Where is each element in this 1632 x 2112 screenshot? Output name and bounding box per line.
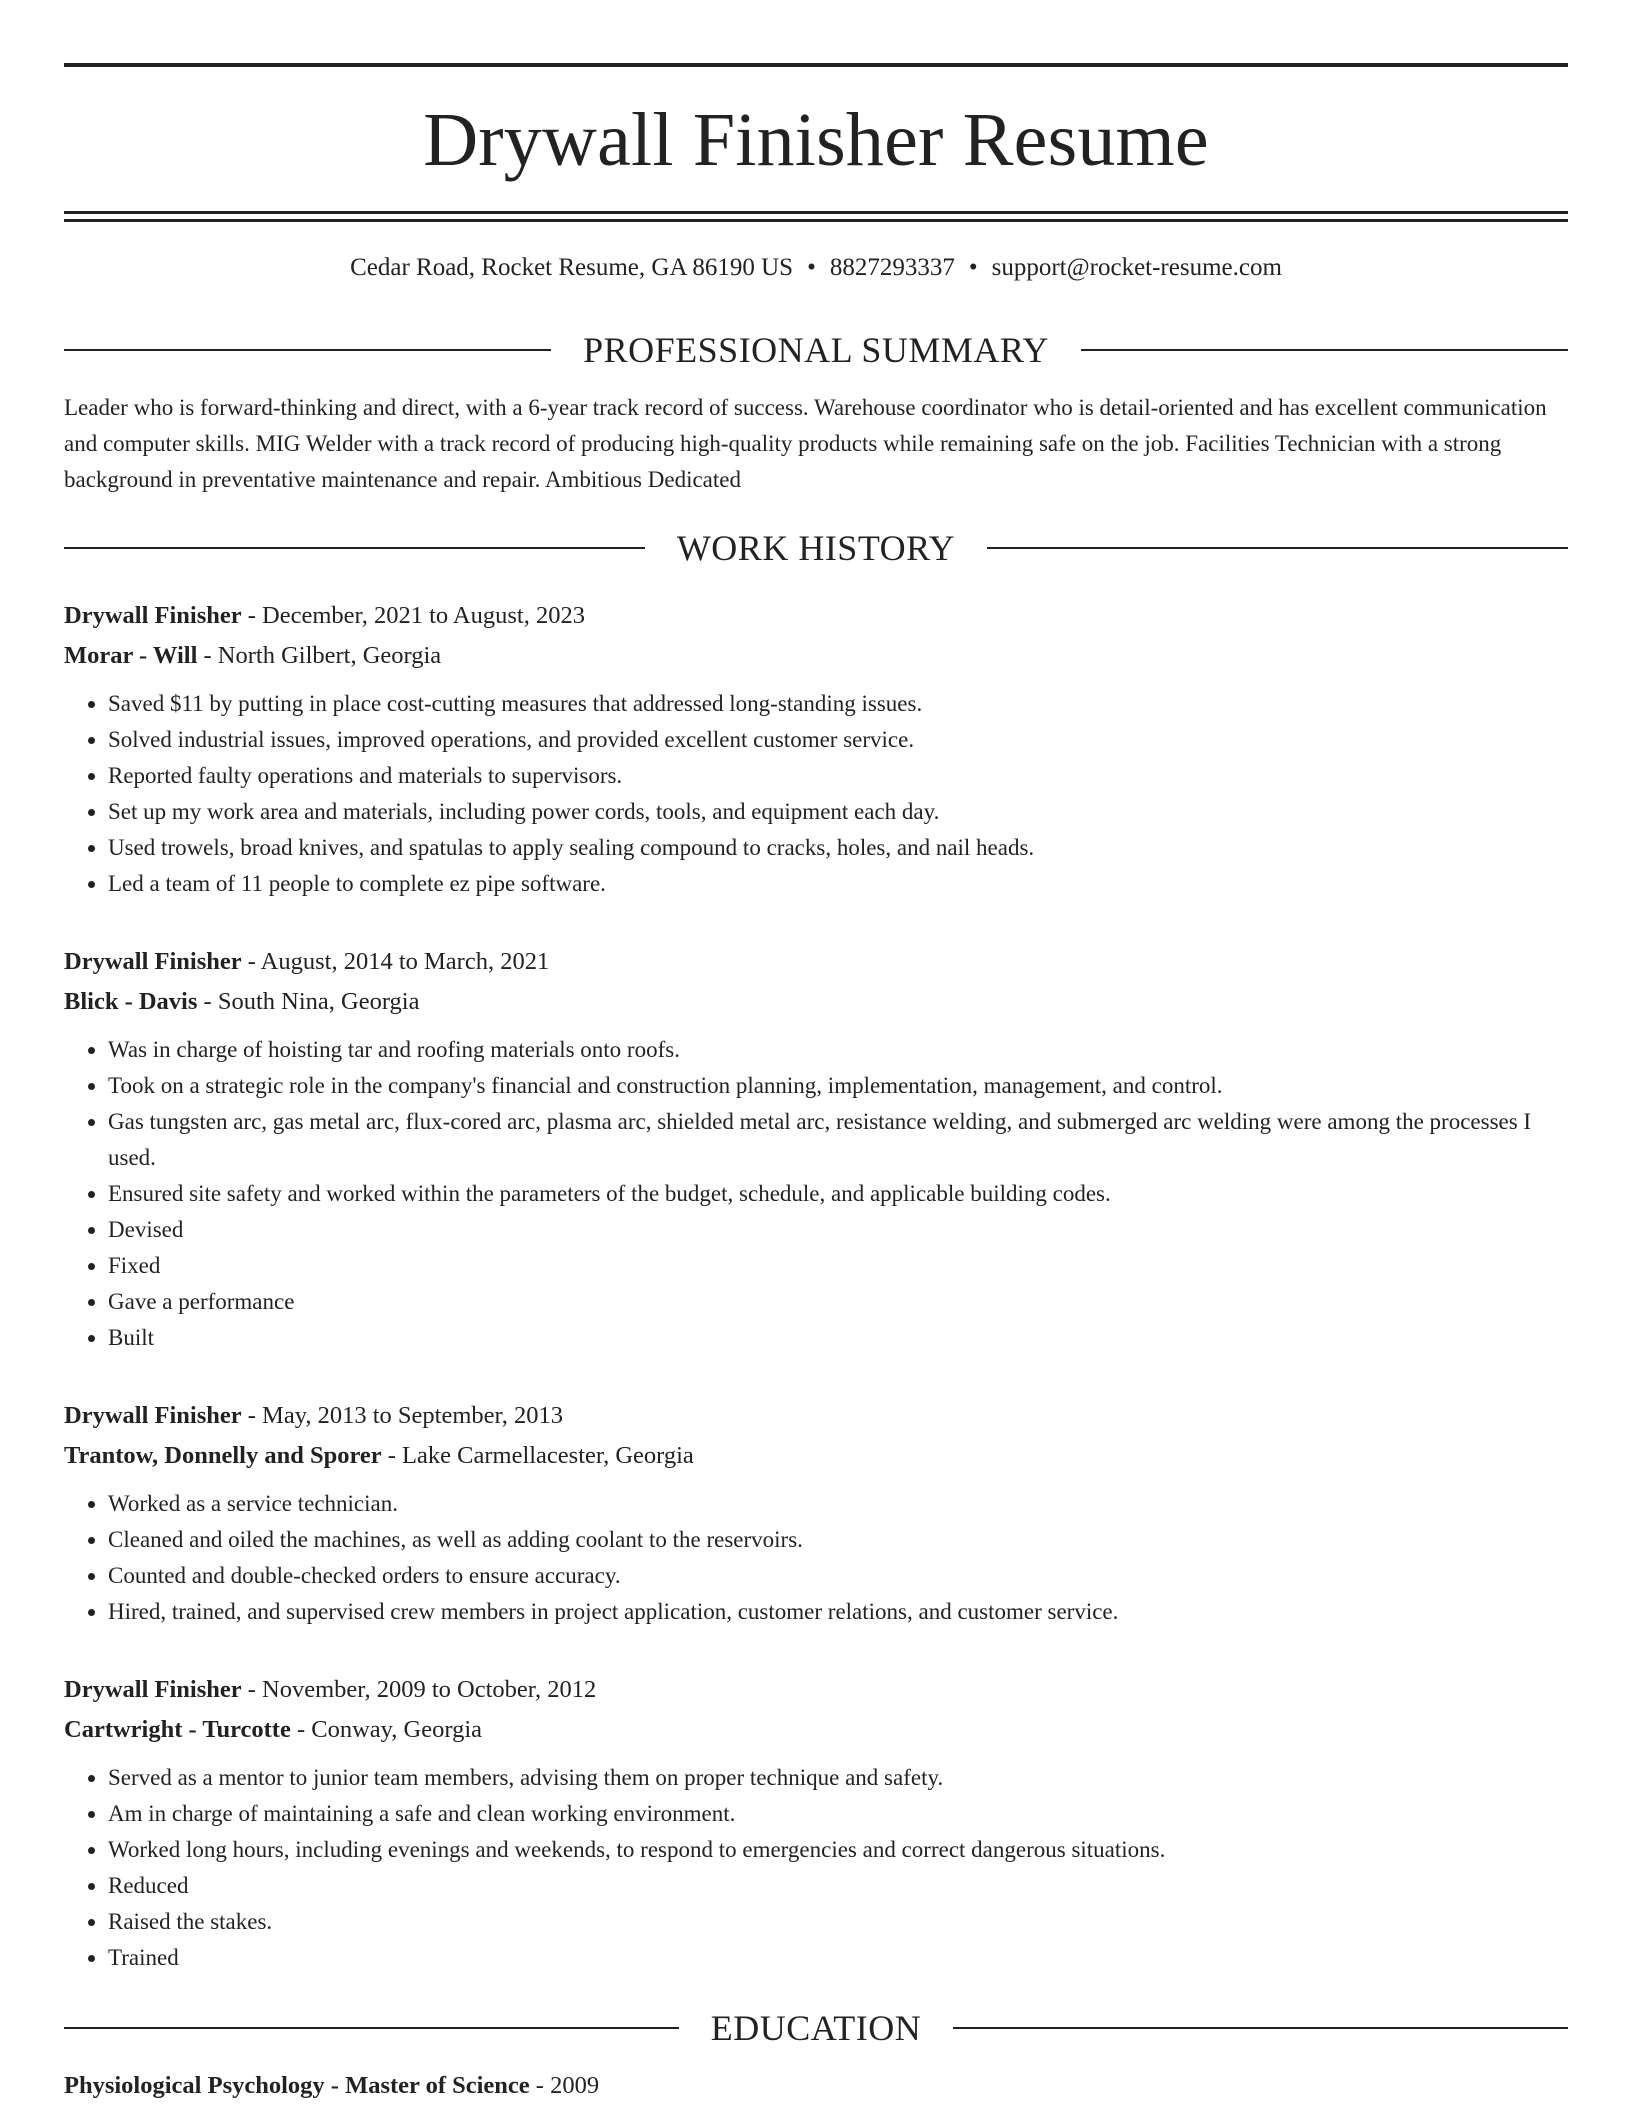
list-item: • Led a team of 11 people to complete ez pipe software. (108, 866, 1568, 902)
list-item: • Worked long hours, including evenings and weekends, to respond to emergencies and correct dangerous situations. (108, 1832, 1568, 1868)
job-title: Drywall Finisher (64, 1676, 242, 1703)
list-item: • Raised the stakes. (108, 1904, 1568, 1940)
job-title-line (64, 596, 1568, 636)
education-entry (64, 2066, 1568, 2106)
page-title: Drywall Finisher Resume (423, 98, 1209, 182)
heading-rule (953, 2027, 1568, 2029)
contact-separator: • (807, 254, 816, 281)
section-heading-summary (64, 328, 1568, 372)
job-title: Drywall Finisher (64, 948, 242, 975)
job-company: Morar - Will (64, 642, 198, 669)
job-entry (64, 1396, 1568, 1630)
section-heading-work (64, 526, 1568, 570)
job-company-line (64, 982, 1568, 1022)
job-location: - South Nina, Georgia (197, 988, 420, 1015)
section-title: EDUCATION (710, 2008, 922, 2048)
list-item: • Gave a performance (108, 1284, 1568, 1320)
list-item: • Devised (108, 1212, 1568, 1248)
job-location: - Conway, Georgia (290, 1716, 483, 1743)
job-dates: - May, 2013 to September, 2013 (241, 1402, 563, 1429)
job-dates: - November, 2009 to October, 2012 (241, 1676, 597, 1703)
job-bullets (64, 1760, 1568, 1976)
list-item: • Reported faulty operations and materials to supervisors. (108, 758, 1568, 794)
job-entry (64, 942, 1568, 1356)
work-history-list (64, 596, 1568, 1976)
resume-page (64, 0, 1568, 2106)
job-bullets (64, 1032, 1568, 1356)
job-bullets (64, 686, 1568, 902)
list-item: • Hired, trained, and supervised crew members in project application, customer relations, and customer service. (108, 1594, 1568, 1630)
list-item: • Saved $11 by putting in place cost-cutting measures that addressed long-standing issues. (108, 686, 1568, 722)
list-item: • Set up my work area and materials, including power cords, tools, and equipment each day. (108, 794, 1568, 830)
job-entry (64, 596, 1568, 902)
heading-rule (1081, 349, 1568, 351)
list-item: • Trained (108, 1940, 1568, 1976)
job-title: Drywall Finisher (64, 602, 242, 629)
list-item: • Was in charge of hoisting tar and roofing materials onto roofs. (108, 1032, 1568, 1068)
list-item: • Gas tungsten arc, gas metal arc, flux-cored arc, plasma arc, shielded metal arc, resistance welding, and submerged arc welding were among the processes I used. (108, 1104, 1568, 1176)
heading-rule (64, 2027, 679, 2029)
section-title: WORK HISTORY (676, 528, 956, 568)
list-item: • Am in charge of maintaining a safe and clean working environment. (108, 1796, 1568, 1832)
job-company-line (64, 636, 1568, 676)
contact-line (64, 252, 1568, 284)
list-item: • Worked as a service technician. (108, 1486, 1568, 1522)
contact-address: Cedar Road, Rocket Resume, GA 86190 US (350, 254, 794, 281)
list-item: • Counted and double-checked orders to ensure accuracy. (108, 1558, 1568, 1594)
job-entry (64, 1670, 1568, 1976)
section-title: PROFESSIONAL SUMMARY (583, 330, 1049, 370)
job-location: - Lake Carmellacester, Georgia (381, 1442, 694, 1469)
job-company-line (64, 1436, 1568, 1476)
job-company-line (64, 1710, 1568, 1750)
heading-rule (64, 547, 645, 549)
job-company: Cartwright - Turcotte (64, 1716, 291, 1743)
job-title-line (64, 942, 1568, 982)
list-item: • Built (108, 1320, 1568, 1356)
heading-rule (987, 547, 1568, 549)
section-heading-education (64, 2006, 1568, 2050)
contact-email: support@rocket-resume.com (991, 254, 1282, 281)
heading-rule (64, 349, 551, 351)
list-item: • Solved industrial issues, improved operations, and provided excellent customer service. (108, 722, 1568, 758)
list-item: • Used trowels, broad knives, and spatulas to apply sealing compound to cracks, holes, and nail heads. (108, 830, 1568, 866)
job-bullets (64, 1486, 1568, 1630)
title-double-rule (64, 211, 1568, 222)
education-year: - 2009 (529, 2072, 600, 2099)
list-item: • Reduced (108, 1868, 1568, 1904)
job-dates: - August, 2014 to March, 2021 (241, 948, 550, 975)
education-degree: Physiological Psychology - Master of Science (64, 2072, 530, 2099)
list-item: • Took on a strategic role in the company's financial and construction planning, implementation, management, and control. (108, 1068, 1568, 1104)
contact-phone: 8827293337 (829, 254, 955, 281)
job-title-line (64, 1670, 1568, 1710)
list-item: • Served as a mentor to junior team members, advising them on proper technique and safety. (108, 1760, 1568, 1796)
job-dates: - December, 2021 to August, 2023 (241, 602, 585, 629)
list-item: • Ensured site safety and worked within the parameters of the budget, schedule, and applicable building codes. (108, 1176, 1568, 1212)
list-item: • Fixed (108, 1248, 1568, 1284)
top-rule (64, 63, 1568, 67)
job-company: Blick - Davis (64, 988, 198, 1015)
contact-separator: • (968, 254, 978, 281)
job-company: Trantow, Donnelly and Sporer (64, 1442, 382, 1469)
list-item: • Cleaned and oiled the machines, as well as adding coolant to the reservoirs. (108, 1522, 1568, 1558)
job-title: Drywall Finisher (64, 1402, 242, 1429)
job-location: - North Gilbert, Georgia (197, 642, 442, 669)
summary-text: Leader who is forward-thinking and direct, with a 6-year track record of success. Warehouse coordinator who is detail-oriented and has excellent communication and computer skills. MIG Welder with a track record of producing high-quality products while remaining safe on the job. Facilities Technician with a strong background in preventative maintenance and repair. Ambitious Dedicated (64, 395, 1547, 492)
job-title-line (64, 1396, 1568, 1436)
